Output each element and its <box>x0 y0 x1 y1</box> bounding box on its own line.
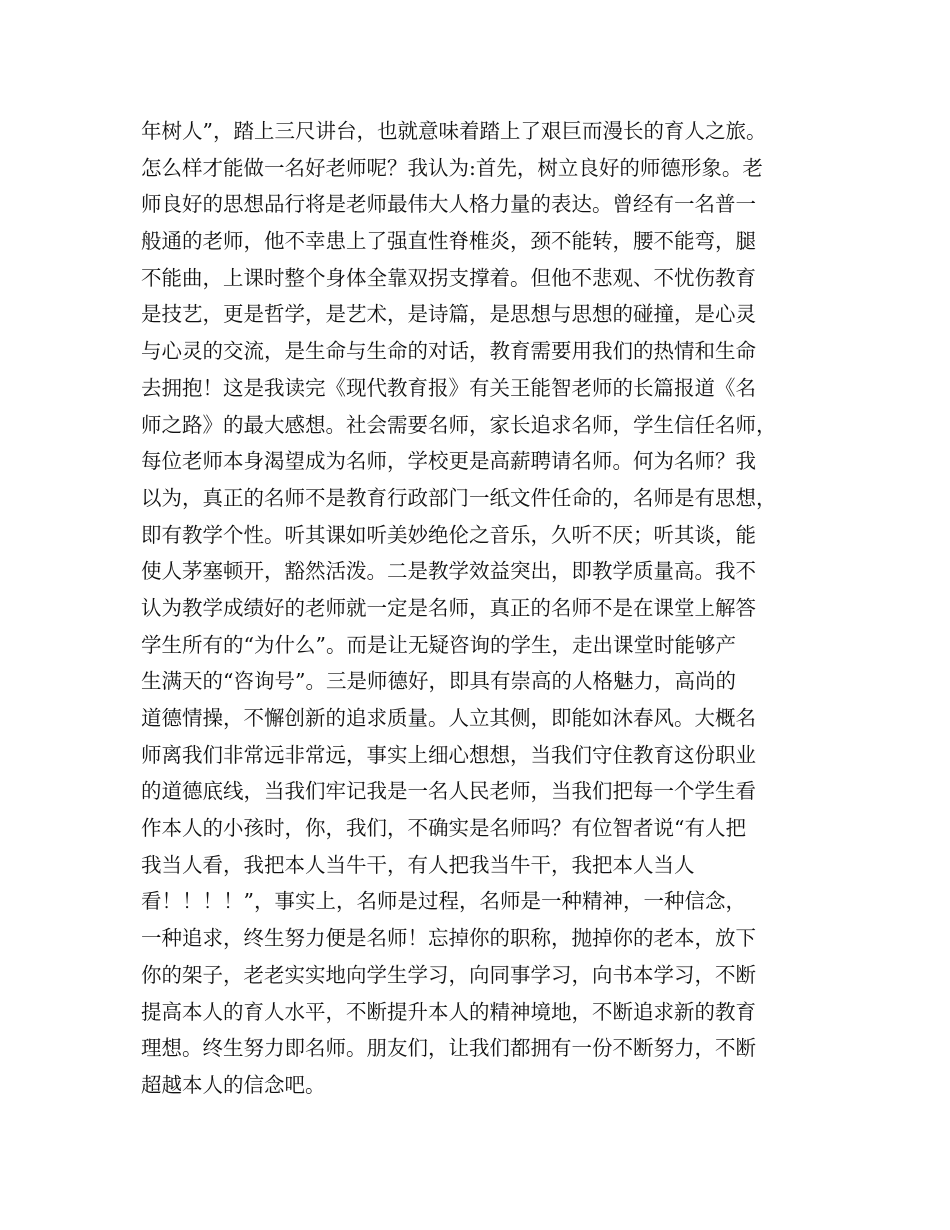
text-line: 道德情操，不懈创新的追求质量。人立其侧，即能如沐春风。大概名 <box>141 706 756 730</box>
text-line: 学生所有的“为什么”。而是让无疑咨询的学生，走出课堂时能够产 <box>141 632 736 657</box>
body-text <box>141 113 841 1104</box>
text-line: 般通的老师，他不幸患上了强直性脊椎炎，颈不能转，腰不能弯，腿 <box>141 229 756 254</box>
text-line: 我当人看，我把本人当牛干，有人把我当牛干，我把本人当人 <box>141 852 695 877</box>
text-line: 看！！！！”，事实上，名师是过程，名师是一种精神，一种信念， <box>141 889 746 914</box>
text-line: 年树人”，踏上三尺讲台，也就意味着踏上了艰巨而漫长的育人之旅。 <box>141 119 767 143</box>
text-line: 认为教学成绩好的老师就一定是名师，真正的名师不是在课堂上解答 <box>141 595 756 620</box>
text-line: 作本人的小孩时，你，我们，不确实是名师吗？有位智者说“有人把 <box>141 816 746 841</box>
text-line: 一种追求，终生努力便是名师！忘掉你的职称，抛掉你的老本，放下 <box>141 926 756 951</box>
text-line: 以为，真正的名师不是教育行政部门一纸文件任命的，名师是有思想， <box>141 485 777 510</box>
text-line: 的道德底线，当我们牢记我是一名人民老师，当我们把每一个学生看 <box>141 779 756 804</box>
text-line: 每位老师本身渴望成为名师，学校更是高薪聘请名师。何为名师？我 <box>141 449 756 474</box>
text-line: 去拥抱！这是我读完《现代教育报》有关王能智老师的长篇报道《名 <box>141 375 756 400</box>
text-line: 你的架子，老老实实地向学生学习，向同事学习，向书本学习，不断 <box>141 962 756 987</box>
text-line: 怎么样才能做一名好老师呢？我认为:首先，树立良好的师德形象。老 <box>141 155 763 180</box>
text-line: 理想。终生努力即名师。朋友们，让我们都拥有一份不断努力，不断 <box>141 1036 756 1061</box>
text-line: 师良好的思想品行将是老师最伟大人格力量的表达。曾经有一名普一 <box>141 192 756 217</box>
text-line: 使人茅塞顿开，豁然活泼。二是教学效益突出，即教学质量高。我不 <box>141 559 756 584</box>
text-line: 师离我们非常远非常远，事实上细心想想，当我们守住教育这份职业 <box>141 742 756 767</box>
text-line: 生满天的“咨询号”。三是师德好，即具有崇高的人格魅力，高尚的 <box>141 669 736 694</box>
text-line: 即有教学个性。听其课如听美妙绝伦之音乐，久听不厌；听其谈，能 <box>141 522 756 547</box>
text-line: 师之路》的最大感想。社会需要名师，家长追求名师，学生信任名师， <box>141 412 777 437</box>
text-line: 超越本人的信念吧。 <box>141 1072 326 1097</box>
text-line: 不能曲，上课时整个身体全靠双拐支撑着。但他不悲观、不忧伤教育 <box>141 265 756 290</box>
text-line: 与心灵的交流，是生命与生命的对话，教育需要用我们的热情和生命 <box>141 339 756 364</box>
text-line: 提高本人的育人水平，不断提升本人的精神境地，不断追求新的教育 <box>141 999 756 1024</box>
text-line: 是技艺，更是哲学，是艺术，是诗篇，是思想与思想的碰撞，是心灵 <box>141 302 756 327</box>
